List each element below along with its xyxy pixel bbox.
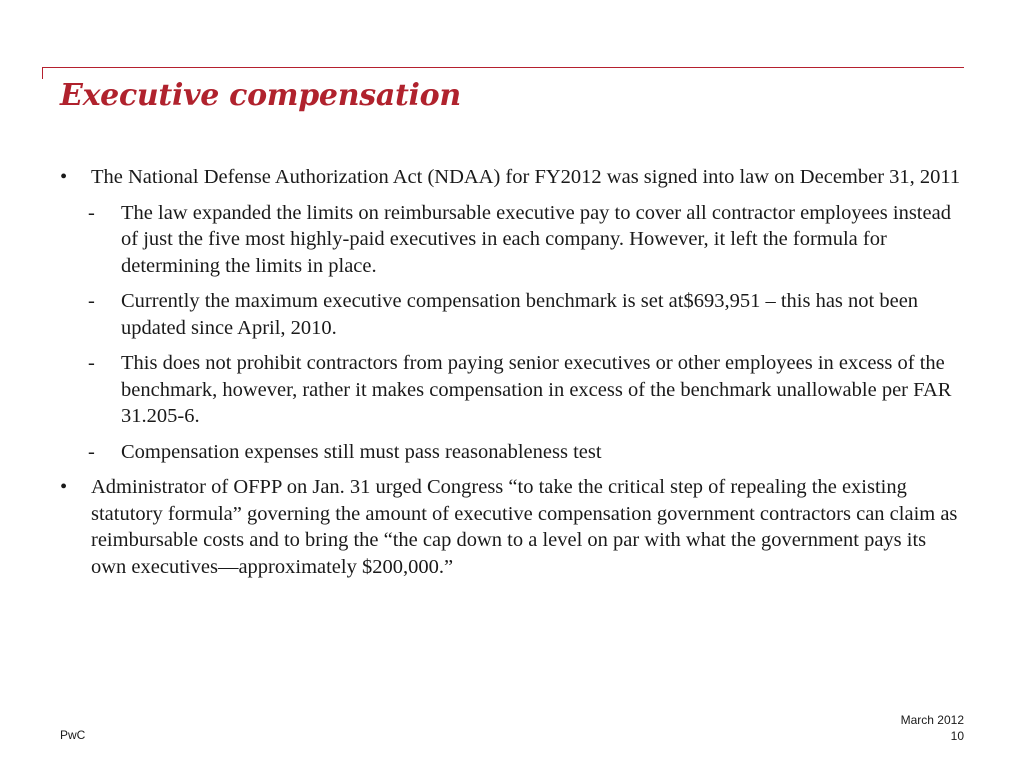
sub-bullet-marker: - <box>88 201 95 224</box>
title-rule-tick <box>42 67 43 79</box>
bullet-marker: • <box>60 166 68 188</box>
sub-bullet-marker: - <box>88 290 95 312</box>
footer-company: PwC <box>60 728 86 742</box>
footer-meta <box>901 712 964 744</box>
bullet-item <box>60 474 965 580</box>
slide-body <box>60 164 965 589</box>
footer-date: March 2012 <box>900 713 964 727</box>
sub-bullet-item <box>60 350 965 430</box>
sub-bullet-text: Currently the maximum executive compensation benchmark is set at$693,951 – this has not been updated since April, 2010. <box>121 290 919 339</box>
sub-bullet-marker: - <box>88 352 95 374</box>
sub-bullet-text: The law expanded the limits on reimbursable executive pay to cover all contractor employees instead of just the five most highly-paid executives in each company. However, it left the formula for determining the limits in place. <box>121 201 951 277</box>
slide-title: Executive compensation <box>60 78 461 113</box>
sub-bullet-marker: - <box>88 440 95 463</box>
sub-bullet-item <box>60 439 965 466</box>
bullet-item <box>60 164 965 191</box>
bullet-marker: • <box>60 476 68 498</box>
footer-page-number: 10 <box>950 729 964 743</box>
sub-bullet-item <box>60 200 965 280</box>
bullet-text: The National Defense Authorization Act (NDAA) for FY2012 was signed into law on December 31, 2011 <box>91 166 961 188</box>
sub-bullet-item <box>60 288 965 341</box>
sub-bullet-text: Compensation expenses still must pass reasonableness test <box>121 440 602 463</box>
title-rule <box>42 67 964 68</box>
sub-bullet-text: This does not prohibit contractors from paying senior executives or other employees in excess of the benchmark, however, rather it makes compensation in excess of the benchmark unallowable per FAR 31.205-6. <box>121 352 952 427</box>
bullet-text: Administrator of OFPP on Jan. 31 urged Congress “to take the critical step of repealing the existing statutory formula” governing the amount of executive compensation government contractors can claim as reimbursable costs and to bring the “the cap down to a level on par with what the government pays its own executives—approximately $200,000.” <box>91 476 958 578</box>
